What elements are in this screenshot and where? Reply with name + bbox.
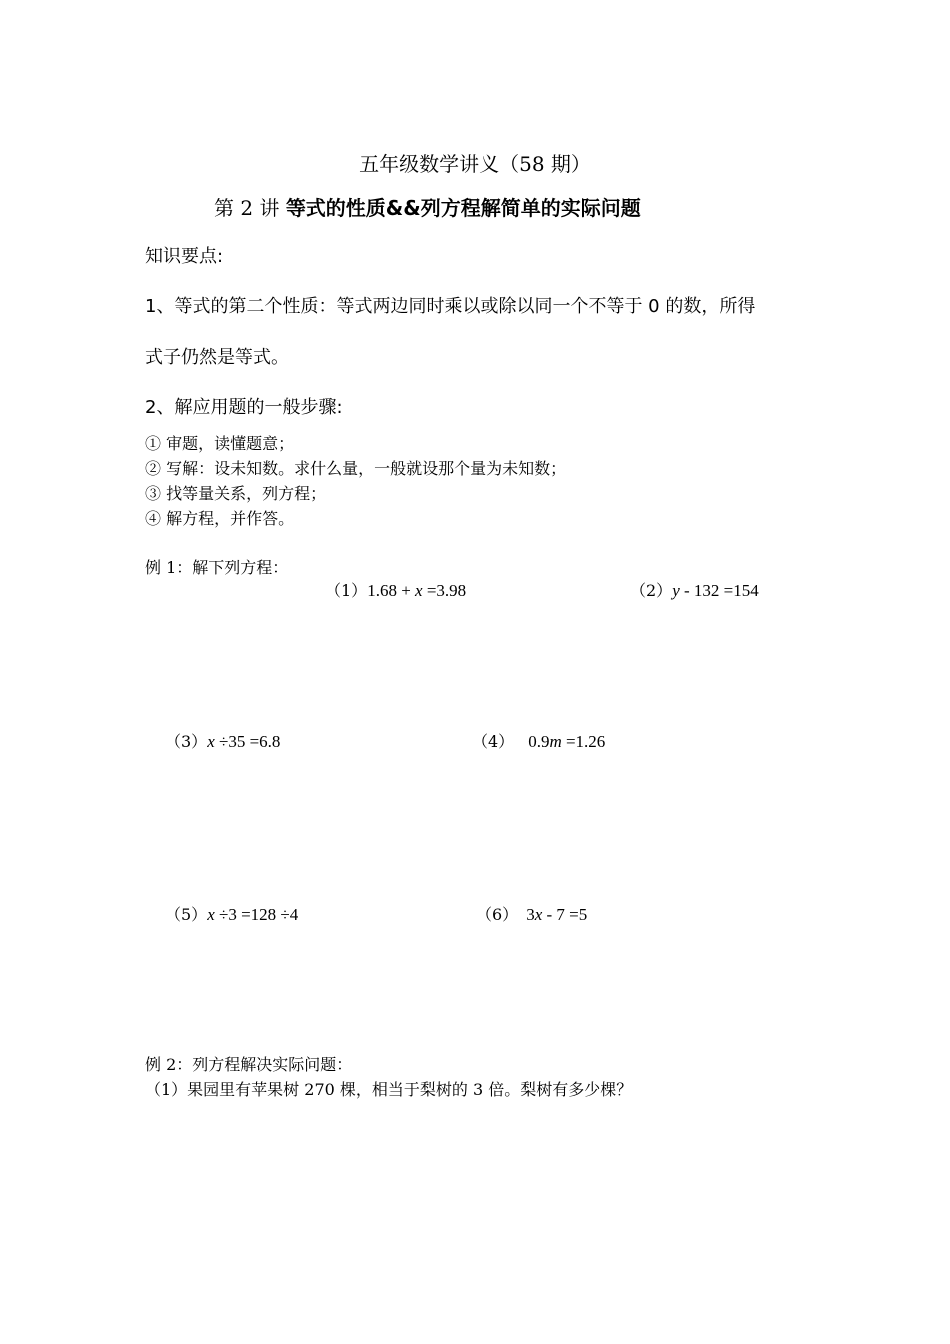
lesson-topic: 等式的性质&&列方程解简单的实际问题 xyxy=(285,196,641,220)
equation-label: （4） xyxy=(472,732,515,751)
equation-part: 3 xyxy=(526,905,535,924)
equation-part: ÷35 =6.8 xyxy=(214,732,281,751)
equation-2 xyxy=(630,578,759,601)
equation-expression xyxy=(367,581,466,600)
example-2-question-1: （1）果园里有苹果树 270 棵，相当于梨树的 3 倍。梨树有多少棵？ xyxy=(145,1080,633,1099)
lesson-number: 第 2 讲 xyxy=(214,196,280,220)
equation-part: =3.98 xyxy=(422,581,467,600)
equation-label: （1） xyxy=(325,581,368,600)
equation-variable: x xyxy=(207,905,215,924)
equation-part: =1.26 xyxy=(561,732,606,751)
equation-part: - 7 =5 xyxy=(542,905,588,924)
equation-part: - 132 =154 xyxy=(679,581,759,600)
equation-label: （5） xyxy=(165,905,208,924)
equation-variable: m xyxy=(549,732,562,751)
equation-5 xyxy=(165,902,298,925)
knowledge-point-2-heading: 2、解应用题的一般步骤: xyxy=(145,397,343,418)
equation-3 xyxy=(165,729,280,752)
lesson-title xyxy=(214,192,641,221)
equation-part: 1.68 + xyxy=(367,581,416,600)
step-item: ③ 找等量关系，列方程； xyxy=(145,484,327,503)
equation-expression xyxy=(526,905,587,924)
step-item: ④ 解方程，并作答。 xyxy=(145,509,295,528)
equation-label: （3） xyxy=(165,732,208,751)
step-item: ② 写解：设未知数。求什么量，一般就设那个量为未知数； xyxy=(145,459,567,478)
example-1-heading: 例 1：解下列方程： xyxy=(145,558,289,577)
equation-variable: x xyxy=(207,732,215,751)
step-item: ① 审题，读懂题意； xyxy=(145,434,295,453)
equation-expression xyxy=(672,581,759,600)
equation-4 xyxy=(472,729,605,752)
knowledge-heading: 知识要点: xyxy=(145,246,224,267)
equation-variable: x xyxy=(415,581,423,600)
equation-label: （6） xyxy=(476,905,519,924)
equation-variable: y xyxy=(672,581,680,600)
equation-part: ÷3 =128 ÷4 xyxy=(214,905,299,924)
equation-part: 0.9 xyxy=(528,732,550,751)
example-2-heading: 例 2：列方程解决实际问题： xyxy=(145,1055,353,1074)
equation-variable: x xyxy=(534,905,543,924)
equation-expression xyxy=(207,905,298,924)
equation-label: （2） xyxy=(630,581,673,600)
equation-6 xyxy=(476,902,587,925)
equation-expression xyxy=(207,732,280,751)
knowledge-point-1-line-2: 式子仍然是等式。 xyxy=(145,347,289,368)
page-title: 五年级数学讲义（58 期） xyxy=(359,152,591,176)
equation-1 xyxy=(325,578,466,601)
knowledge-point-1-line-1: 1、等式的第二个性质：等式两边同时乘以或除以同一个不等于 0 的数，所得 xyxy=(145,296,756,317)
equation-expression xyxy=(528,732,605,751)
